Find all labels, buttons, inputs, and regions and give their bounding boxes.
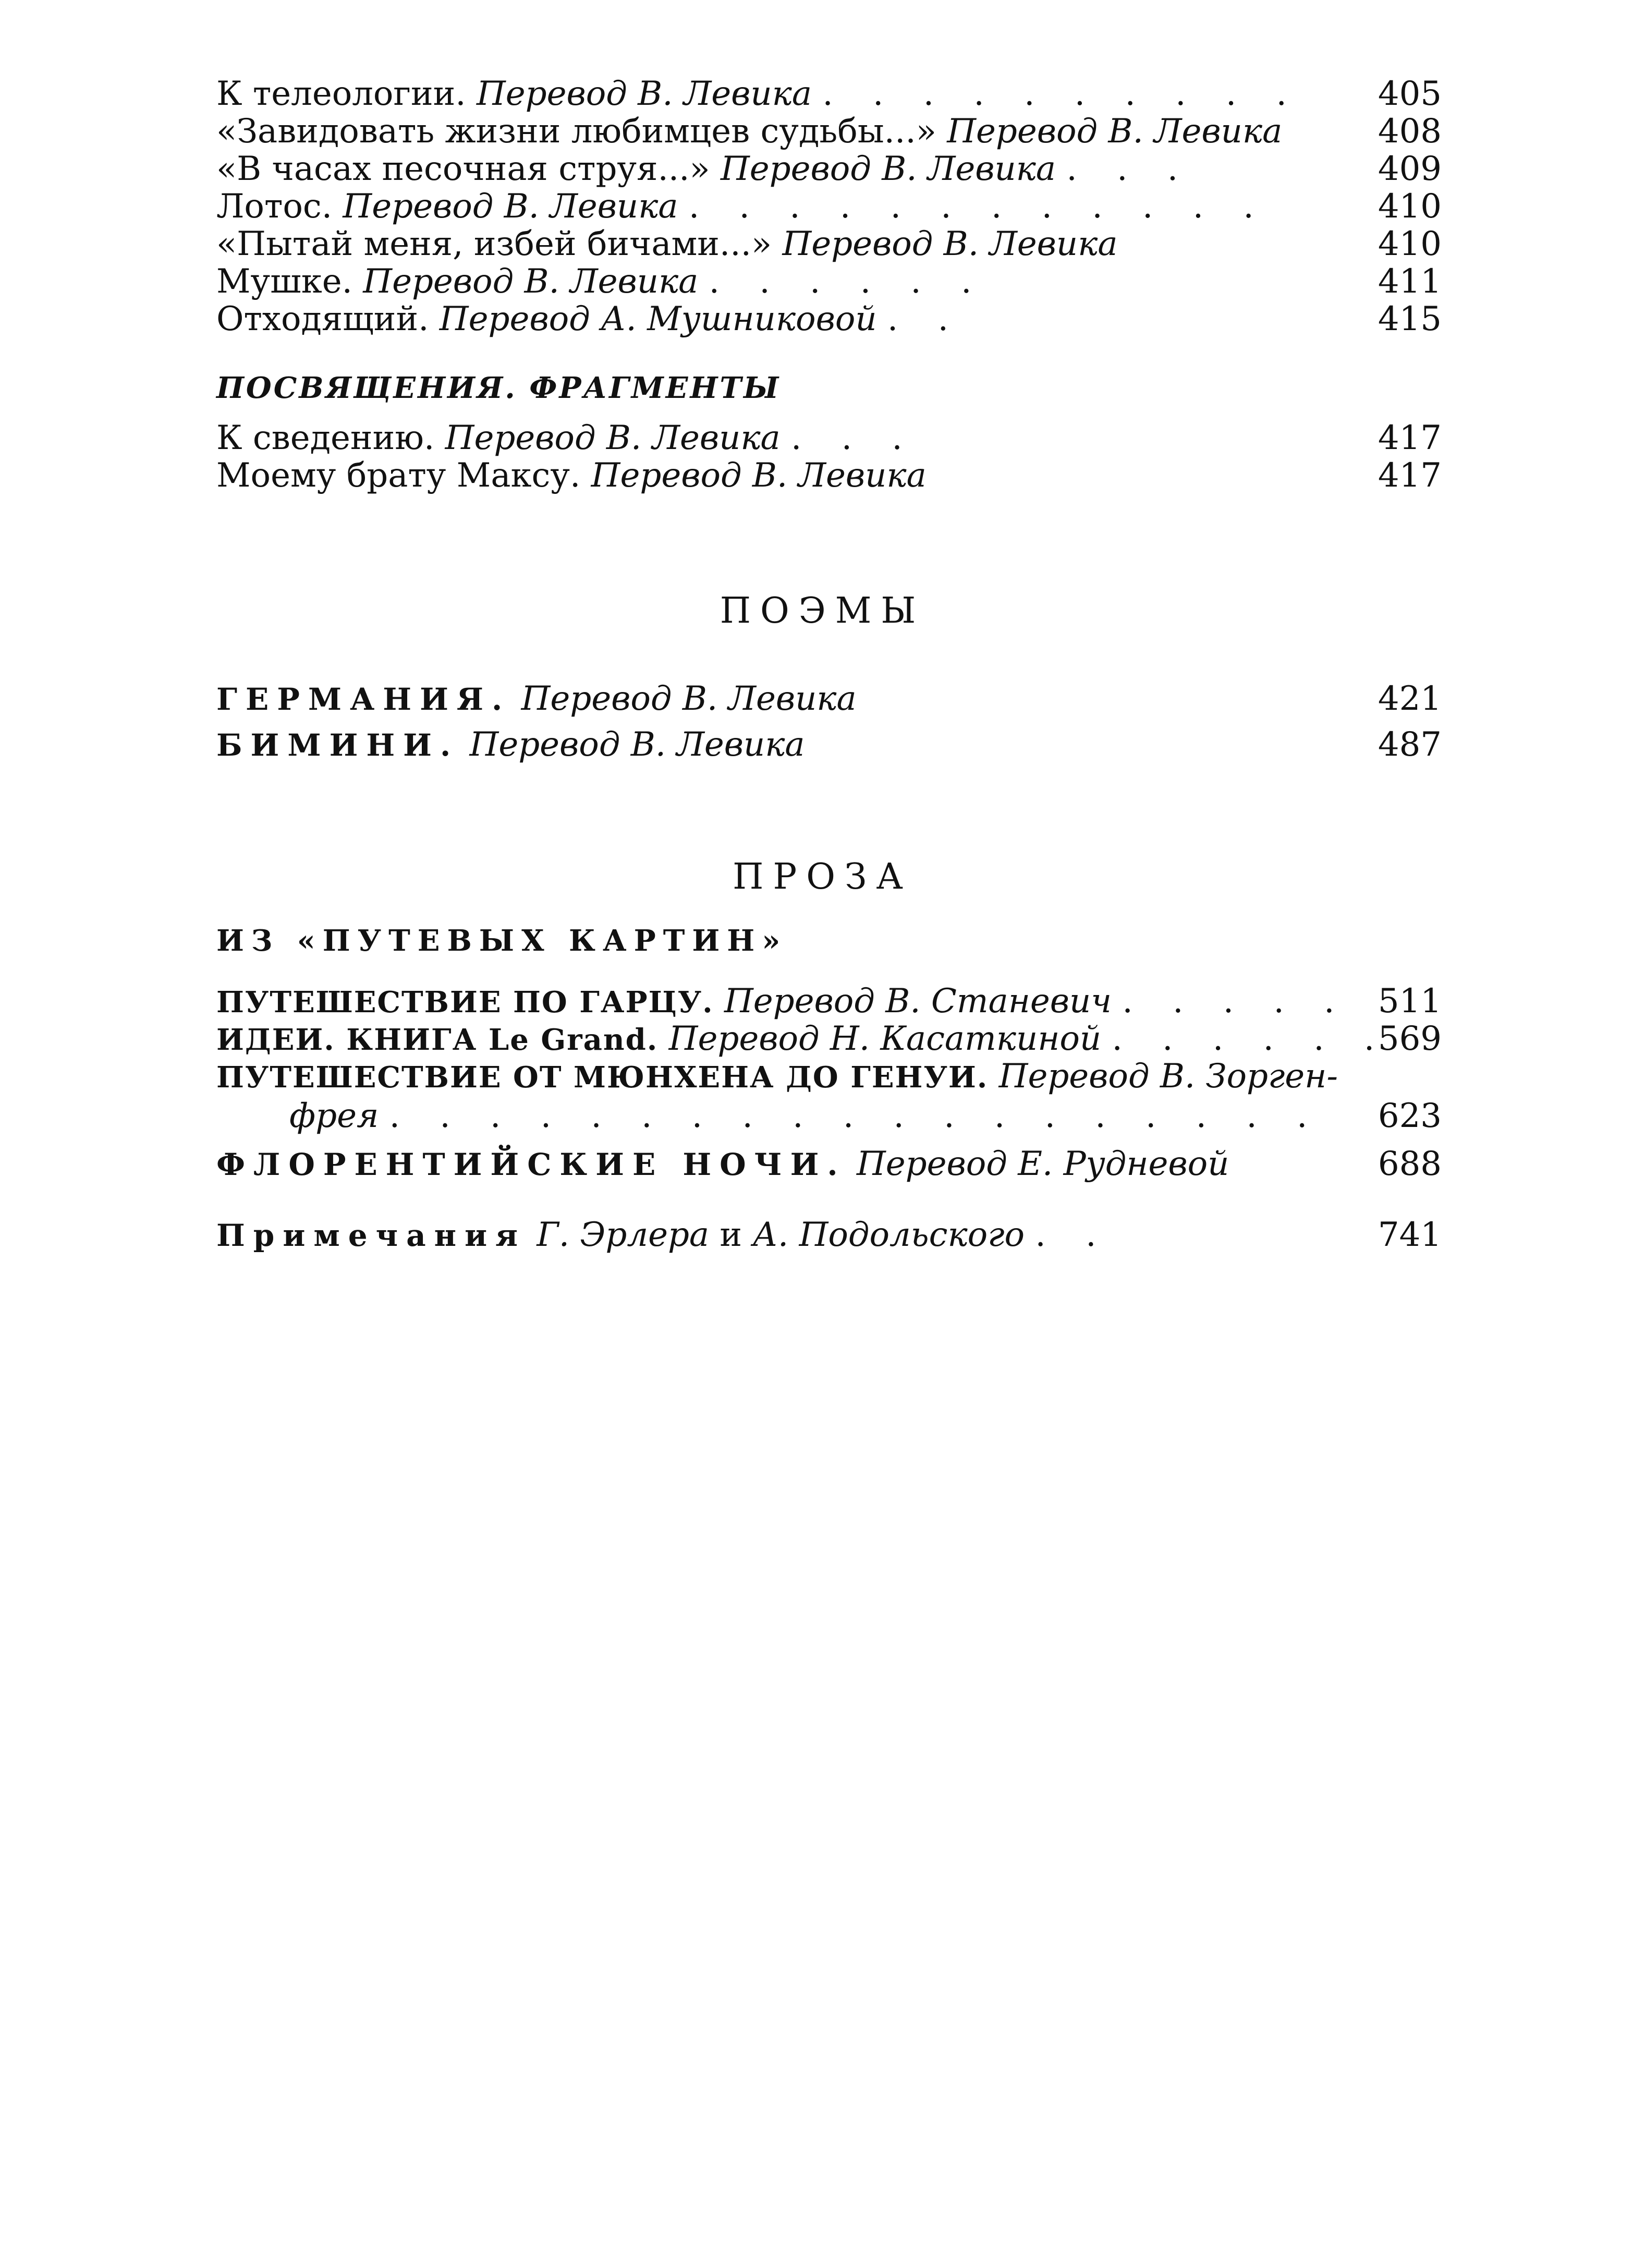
page-number: 405: [1378, 75, 1442, 113]
entry-lead: «В часах песочная струя...»: [216, 150, 710, 188]
entry-translator: Перевод В. Левика: [343, 187, 678, 226]
entry-translator: Г. Эрлера: [537, 1216, 710, 1254]
toc-entry: [216, 1018, 1442, 1060]
page-number: 569: [1378, 1020, 1442, 1058]
leader-dots: . . . . . .: [1112, 1020, 1390, 1058]
page-number: 417: [1378, 456, 1442, 495]
page-number: 410: [1378, 187, 1442, 226]
entry-title: [216, 73, 1301, 115]
leader-dots: . .: [1035, 1216, 1111, 1254]
entry-title: [216, 148, 1192, 190]
entry-title: [216, 455, 927, 496]
entry-lead: ФЛОРЕНТИЙСКИЕ НОЧИ.: [216, 1147, 846, 1182]
entry-title: [216, 111, 1282, 152]
entry-lead: Моему брату Максу.: [216, 456, 581, 495]
entry-lead: «Завидовать жизни любимцев судьбы...»: [216, 112, 936, 151]
toc-entry: [216, 223, 1442, 265]
page-number: 421: [1378, 680, 1442, 718]
page-number: 409: [1378, 150, 1442, 188]
entry-lead: Мушке.: [216, 262, 352, 301]
toc-entry: [216, 186, 1442, 227]
page-number: 417: [1378, 419, 1442, 457]
entry-title: [216, 417, 917, 459]
toc-entry: [216, 261, 1442, 302]
leader-dots: . . .: [791, 419, 917, 457]
entry-title: [216, 678, 857, 720]
toc-entry: [216, 1056, 1442, 1097]
page-number: 410: [1378, 225, 1442, 263]
toc-entry: [216, 678, 1442, 720]
entry-translator: А. Подольского: [752, 1216, 1025, 1254]
entry-translator: Перевод Е. Рудневой: [856, 1145, 1229, 1183]
entry-lead: ГЕРМАНИЯ.: [216, 682, 511, 717]
part-heading: ПРОЗА: [733, 856, 912, 898]
entry-translator: Перевод В. Левика: [591, 456, 927, 495]
entry-title: [216, 223, 1118, 265]
entry-translator: фрея: [289, 1097, 379, 1135]
page-number: 408: [1378, 112, 1442, 151]
entry-translator: Перевод В. Левика: [445, 419, 781, 457]
entry-translator: Перевод В. Левика: [521, 680, 857, 718]
entry-translator: Перевод В. Зорген-: [998, 1057, 1338, 1096]
page-number: 415: [1378, 300, 1442, 338]
entry-lead: К сведению.: [216, 419, 435, 457]
leader-dots: . . .: [1066, 150, 1193, 188]
entry-translator: Перевод В. Левика: [720, 150, 1056, 188]
toc-entry: [216, 73, 1442, 115]
entry-lead: Примечания: [216, 1218, 526, 1253]
entry-translator: Перевод В. Левика: [469, 725, 805, 764]
entry-title: [216, 1018, 1389, 1061]
toc-entry: [216, 111, 1442, 152]
leader-dots: . . . . .: [1122, 982, 1349, 1021]
entry-translator: Перевод В. Станевич: [724, 982, 1112, 1021]
entry-title: [216, 298, 963, 340]
entry-lead: К телеологии.: [216, 75, 466, 113]
toc-entry: [216, 455, 1442, 496]
page-number: 741: [1378, 1216, 1442, 1254]
entry-lead: ПУТЕШЕСТВИЕ ПО ГАРЦУ.: [216, 985, 714, 1020]
entry-title: [216, 1056, 1338, 1098]
entry-title: [216, 1214, 1111, 1256]
page-number: 411: [1378, 262, 1442, 301]
leader-dots: . . . . . .: [709, 262, 986, 301]
entry-translator: Перевод В. Левика: [476, 75, 812, 113]
part-heading: ПОЭМЫ: [720, 590, 925, 632]
entry-title: [216, 186, 1269, 227]
subsection-heading: ИЗ «ПУТЕВЫХ КАРТИН»: [216, 924, 788, 958]
entry-lead: Лотос.: [216, 187, 333, 226]
entry-translator: Перевод Н. Касаткиной: [668, 1020, 1102, 1058]
toc-entry: [216, 148, 1442, 190]
page-number: 511: [1378, 982, 1442, 1021]
toc-entry: [216, 1143, 1442, 1185]
entry-title: [216, 724, 805, 766]
leader-dots: . . . . . . . . . .: [822, 75, 1301, 113]
leader-dots: . . . . . . . . . . . . . . . . . . .: [389, 1097, 1322, 1135]
toc-entry: [216, 417, 1442, 459]
leader-dots: . . . . . . . . . . . .: [688, 187, 1269, 226]
section-heading: ПОСВЯЩЕНИЯ. ФРАГМЕНТЫ: [216, 371, 781, 405]
leader-dots: . .: [887, 300, 963, 338]
entry-lead: Отходящий.: [216, 300, 429, 338]
entry-translator: Перевод В. Левика: [947, 112, 1283, 151]
entry-translator: Перевод В. Левика: [363, 262, 699, 301]
entry-lead: «Пытай меня, избей бичами...»: [216, 225, 772, 263]
toc-entry-continuation: [289, 1095, 1442, 1137]
page-number: 623: [1378, 1097, 1442, 1135]
toc-entry: [216, 724, 1442, 766]
entry-title: [216, 261, 986, 302]
entry-lead: БИМИНИ.: [216, 727, 459, 763]
entry-title: [289, 1095, 1322, 1137]
entry-translator: Перевод А. Мушниковой: [439, 300, 877, 338]
entry-conjunction: и: [720, 1216, 742, 1254]
entry-lead: ИДЕИ. КНИГА Le Grand.: [216, 1023, 659, 1057]
page-number: 688: [1378, 1145, 1442, 1183]
toc-entry: [216, 980, 1442, 1022]
page-number: 487: [1378, 725, 1442, 764]
toc-entry: [216, 1214, 1442, 1256]
entry-lead: ПУТЕШЕСТВИЕ ОТ МЮНХЕНА ДО ГЕНУИ.: [216, 1060, 989, 1095]
entry-title: [216, 1143, 1229, 1185]
toc-entry: [216, 298, 1442, 340]
entry-title: [216, 980, 1349, 1023]
entry-translator: Перевод В. Левика: [782, 225, 1118, 263]
